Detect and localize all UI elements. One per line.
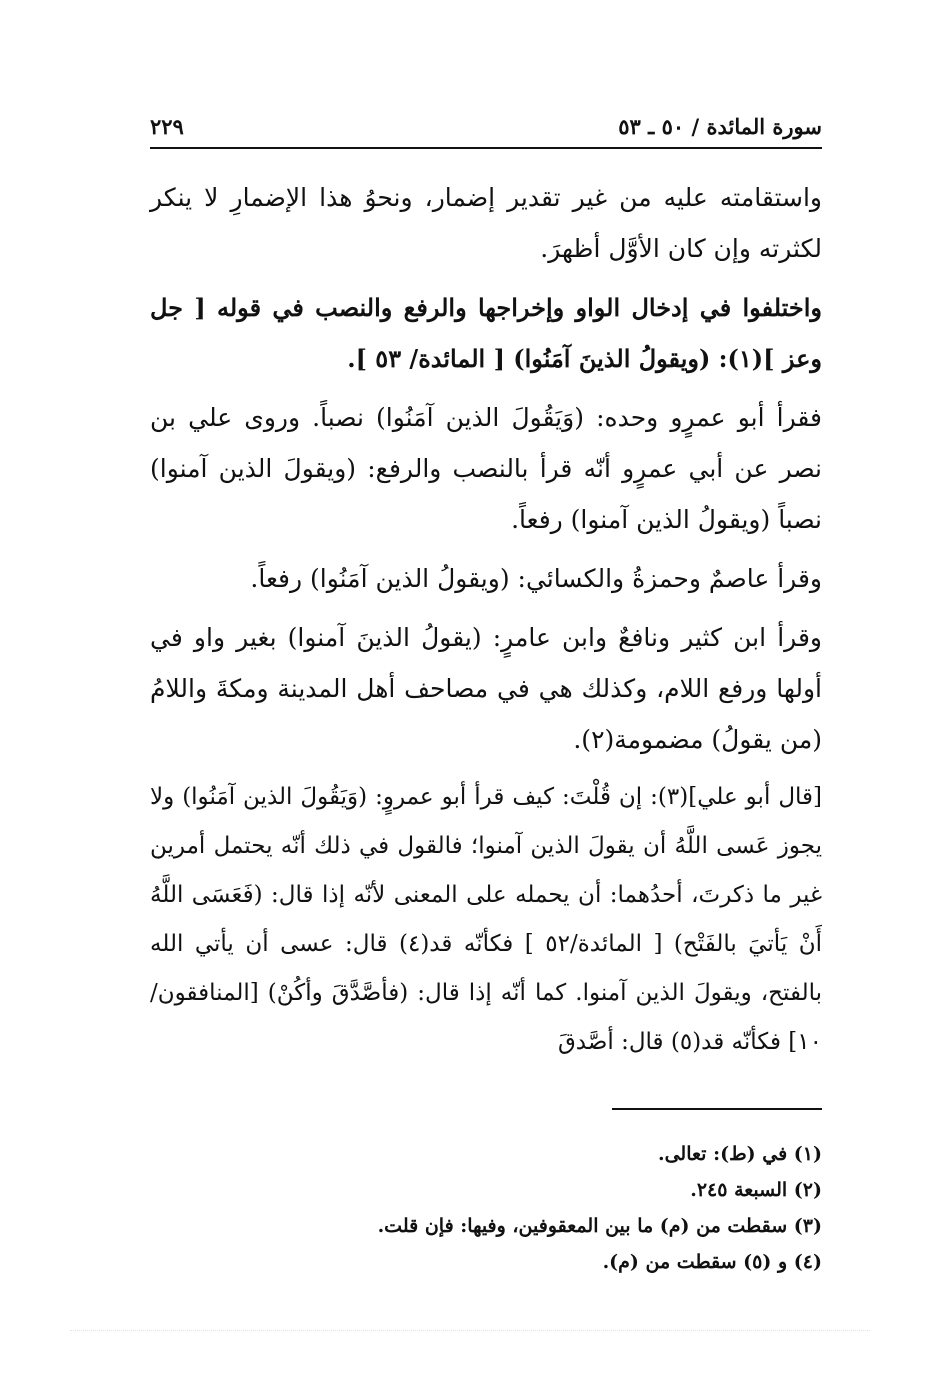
footnote-3: (٣) سقطت من (م) ما بين المعقوفين، وفيها: فإن قلت. (377, 1215, 822, 1237)
footnotes (150, 1136, 822, 1280)
paragraph-3: فقرأ أبو عمرٍو وحده: (وَيَقُولَ الذين آمَنُوا) نصباً. وروى علي بن نصر عن أبي عمرٍو أنّه قرأ بالنصب والرفع: (ويقولَ الذين آمنوا) نصباً (ويقولُ الذين آمنوا) رفعاً. (150, 403, 822, 534)
footnote-1: (١) في (ط): تعالى. (657, 1143, 822, 1165)
page-header (150, 108, 822, 148)
paragraph-2: واختلفوا في إدخال الواو وإخراجها والرفع والنصب في قوله [ جل وعز ](١): (ويقولُ الذينَ آمَنُوا) [ المائدة/ ٥٣ ]. (150, 293, 822, 373)
footnote-4: (٤) و (٥) سقطت من (م). (602, 1251, 822, 1273)
paragraph-4: وقرأ عاصمٌ وحمزةُ والكسائي: (ويقولُ الذين آمَنُوا) رفعاً. (250, 564, 822, 593)
paragraph-5: وقرأ ابن كثير ونافعٌ وابن عامرٍ: (يقولُ الذينَ آمنوا) بغير واو في أولها ورفع اللام، وكذلك هي في مصاحف أهل المدينة ومكةَ واللامُ (من يقولُ) مضمومة(٢). (150, 623, 822, 754)
paragraph-6: [قال أبو علي](٣): إن قُلْتَ: كيف قرأ أبو عمروٍ: (وَيَقُولَ الذين آمَنُوا) ولا يجوز عَسى اللَّهُ أن يقولَ الذين آمنوا؛ فالقول في ذلك أنّه يحتمل أمرين غير ما ذكرتَ، أحدُهما: أن يحمله على المعنى لأنّه إذا قال: (فَعَسَى اللَّهُ أَنْ يَأتيَ بالفَتْح) [ المائدة/٥٢ ] فكأنّه قد(٤) قال: عسى أن يأتي الله بالفتح، ويقولَ الذين آمنوا. كما أنّه إذا قال: (فأصَّدَّقَ وأكُنْ) [المنافقون/ ١٠] فكأنّه قد(٥) قال: أصَّدقَ (150, 784, 823, 1055)
scan-artifact-line (70, 1330, 870, 1332)
header-rule (150, 147, 822, 149)
footnote-rule (612, 1108, 822, 1110)
main-text (150, 172, 822, 1075)
paragraph-1: واستقامته عليه من غير تقدير إضمار، ونحوُ هذا الإضمارِ لا ينكر لكثرته وإن كان الأوَّل أظهرَ. (150, 183, 822, 263)
footnote-2: (٢) السبعة ٢٤٥. (690, 1179, 822, 1201)
page-number: ٢٢٩ (150, 114, 184, 139)
surah-title: سورة المائدة / ٥٠ ـ ٥٣ (618, 114, 822, 139)
